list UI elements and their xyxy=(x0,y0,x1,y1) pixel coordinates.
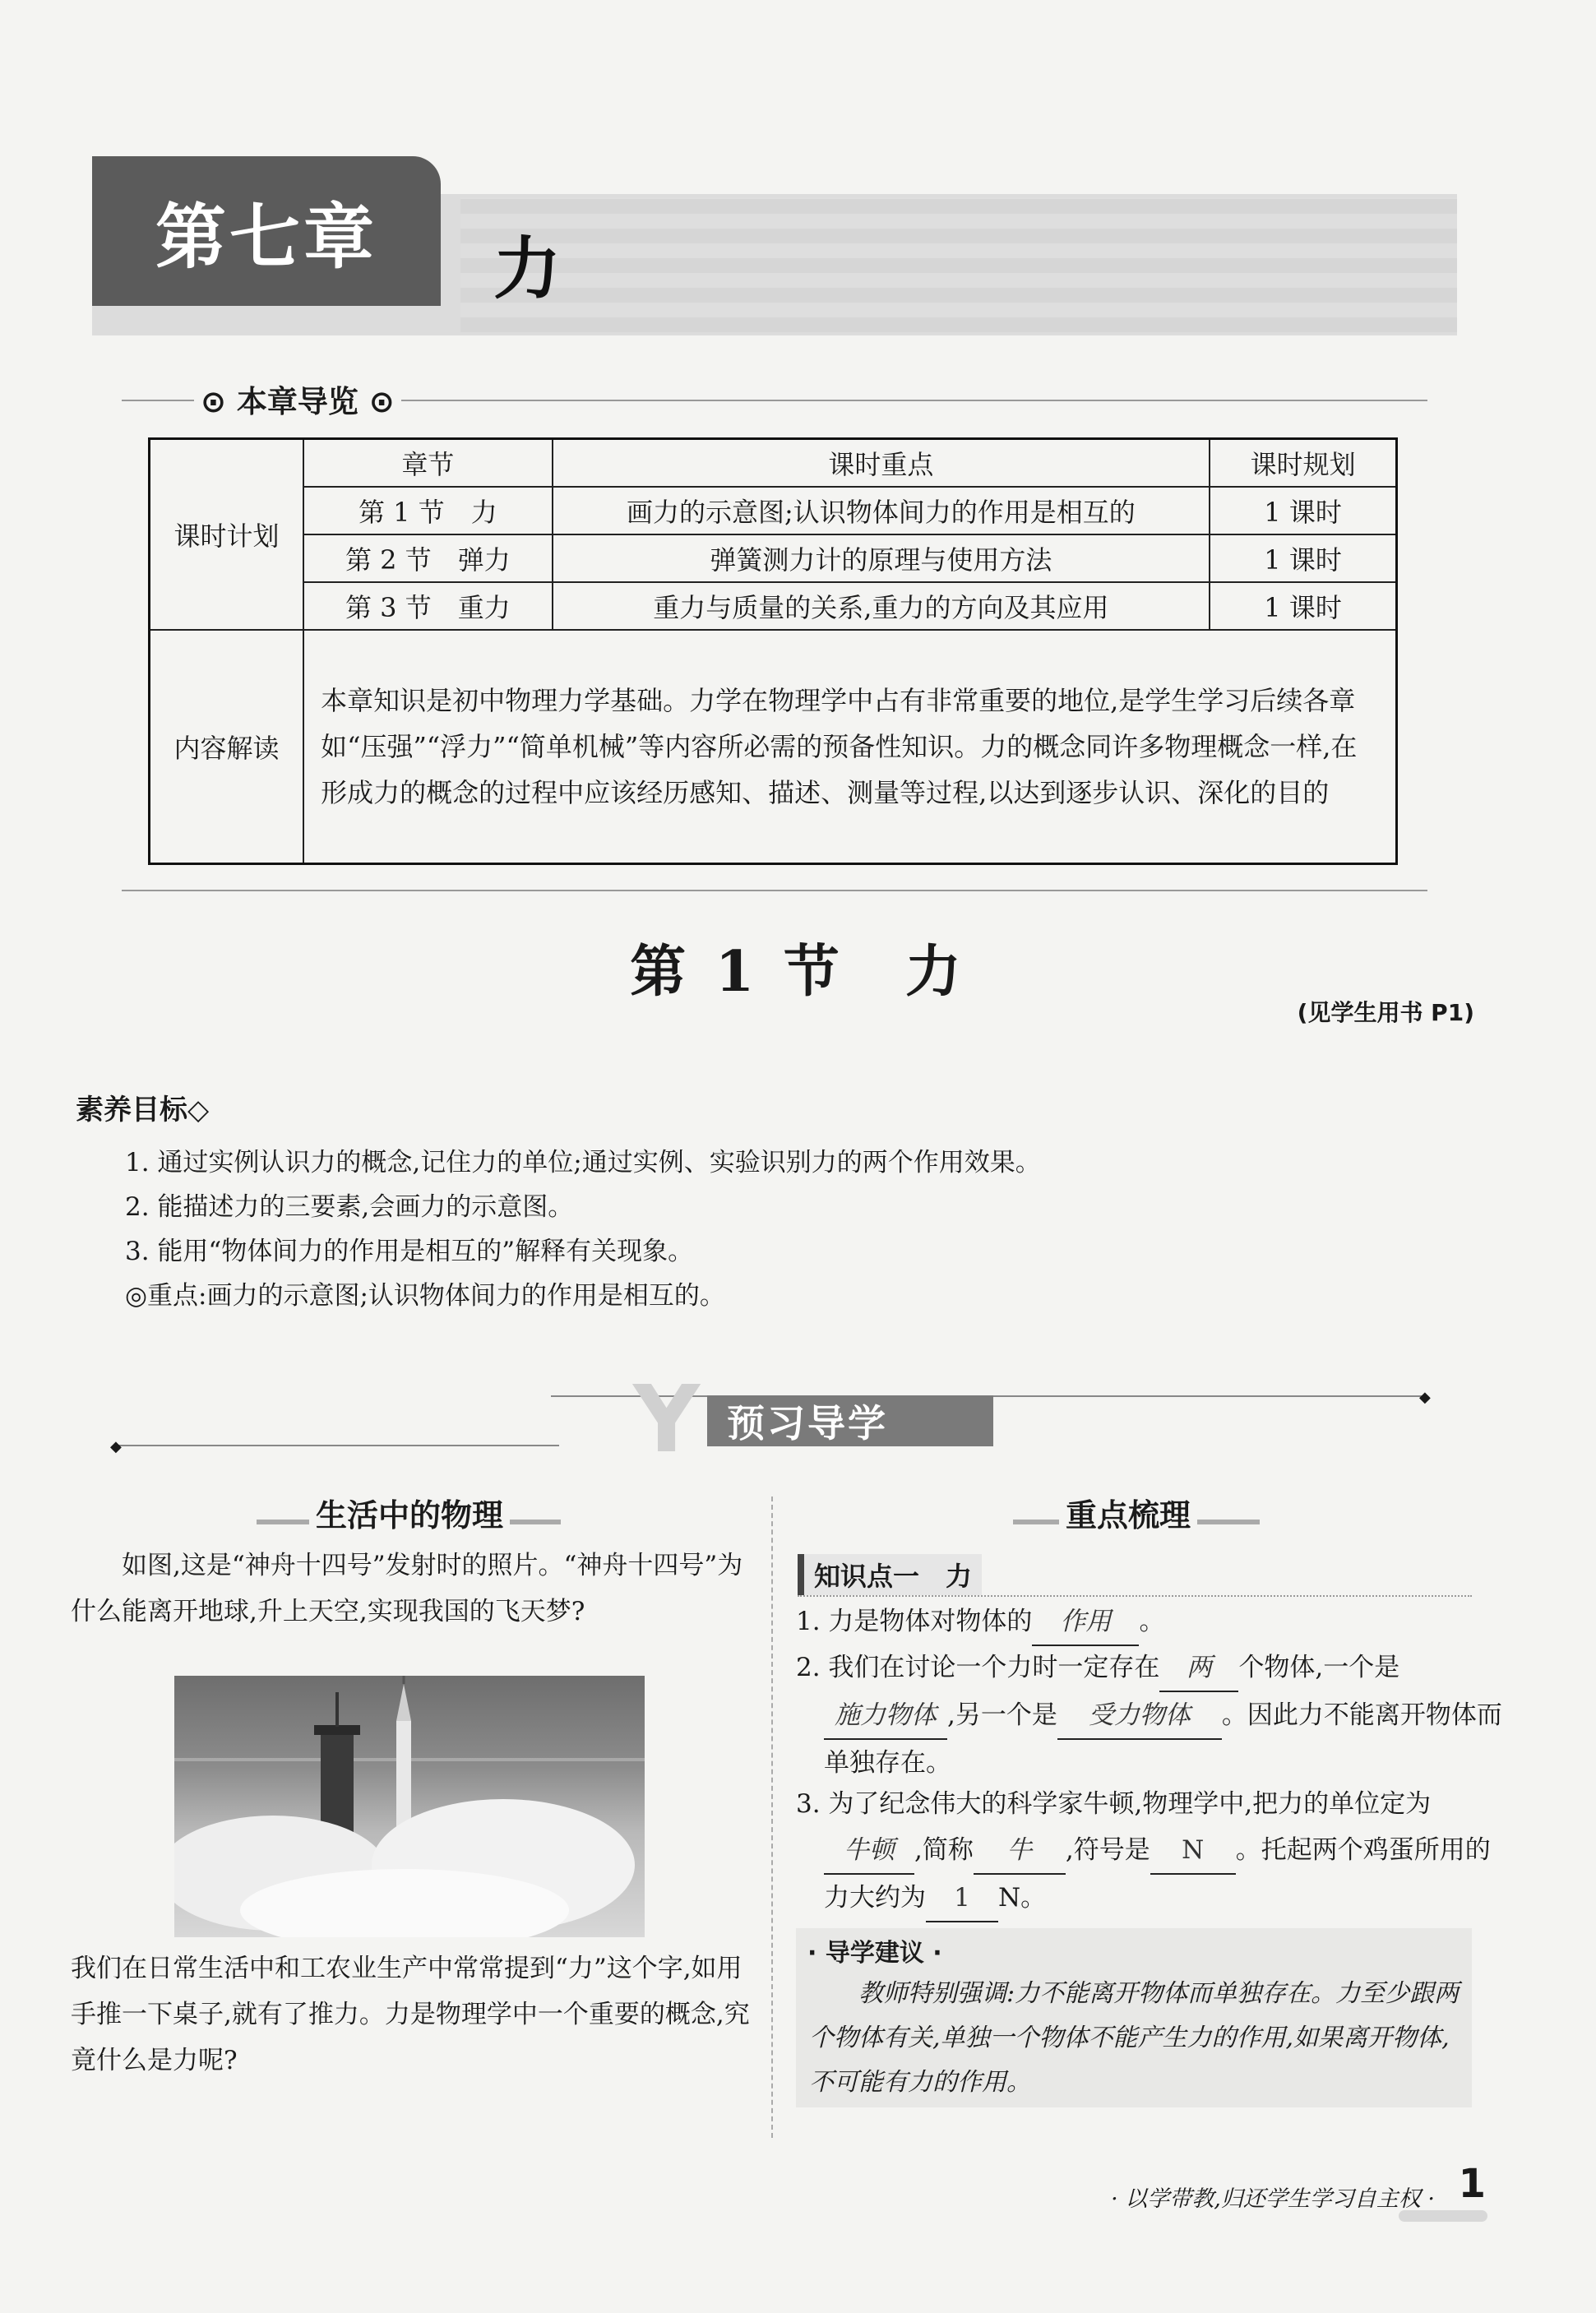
answer-blank[interactable]: 施力物体 xyxy=(824,1692,947,1740)
row-focus: 画力的示意图;认识物体间力的作用是相互的 xyxy=(553,487,1210,534)
page-number: 1 xyxy=(1458,2161,1486,2207)
plan-label: 课时计划 xyxy=(150,439,304,631)
answer-blank[interactable]: 牛顿 xyxy=(824,1827,914,1875)
life-intro: 如图,这是“神舟十四号”发射时的照片。“神舟十四号”为什么能离开地球,升上天空,实现我国的飞天梦? xyxy=(71,1551,743,1626)
table-row xyxy=(150,439,1397,488)
column-divider xyxy=(771,1497,773,2138)
row-hours: 1 课时 xyxy=(1210,487,1396,534)
knowledge-point-header xyxy=(798,1554,982,1595)
goal-key: ◎重点:画力的示意图;认识物体间力的作用是相互的。 xyxy=(125,1281,725,1311)
life-body: 我们在日常生活中和工农业生产中常常提到“力”这个字,如用手推一下桌子,就有了推力。力是物理学中一个重要的概念,究竟什么是力呢? xyxy=(71,1954,750,2075)
key-points-heading: 重点梳理 xyxy=(1059,1490,1197,1535)
section-title: 第 1 节 力 xyxy=(630,939,966,1005)
row-hours: 1 课时 xyxy=(1210,534,1396,582)
goal-item: 2. 能描述力的三要素,会画力的示意图。 xyxy=(125,1192,574,1222)
row-focus: 重力与质量的关系,重力的方向及其应用 xyxy=(553,582,1210,630)
diamond-icon: ◆ xyxy=(1419,1389,1431,1406)
preview-rule-left xyxy=(115,1445,559,1446)
row-section: 第 1 节 力 xyxy=(303,487,553,534)
knowledge-point-label: 知识点一 xyxy=(814,1561,920,1592)
knowledge-item-3: 3. 为了纪念伟大的科学家牛顿,物理学中,把力的单位定为牛顿 ,简称 牛 ,符号是 N 。托起两个鸡蛋所用的力大约为 1 N。 xyxy=(796,1781,1503,1922)
section-ref: (见学生用书 P1) xyxy=(1297,999,1474,1026)
chapter-label: 第七章 xyxy=(92,156,441,306)
answer-blank[interactable]: N xyxy=(1150,1827,1236,1875)
overview-table xyxy=(148,437,1398,865)
suggestion-heading: · 导学建议 · xyxy=(807,1939,942,1968)
knowledge-item-2: 2. 我们在讨论一个力时一定存在 两 个物体,一个是施力物体 ,另一个是 受力物体 。因此力不能离开物体而单独存在。 xyxy=(796,1645,1503,1786)
answer-blank[interactable]: 受力物体 xyxy=(1057,1692,1222,1740)
knowledge-item-1: 1. 力是物体对物体的 作用 。 xyxy=(796,1598,1475,1646)
row-hours: 1 课时 xyxy=(1210,582,1396,630)
content-text: 本章知识是初中物理力学基础。力学在物理学中占有非常重要的地位,是学生学习后续各章如“压强”“浮力”“简单机械”等内容所必需的预备性知识。力的概念同许多物理概念一样,在形成力的概念的过程中应该经历感知、描述、测量等过程,以达到逐步认识、深化的目的 xyxy=(303,630,1396,864)
answer-blank[interactable]: 1 xyxy=(926,1875,998,1922)
knowledge-point-title: 力 xyxy=(946,1561,973,1592)
chapter-title: 力 xyxy=(493,230,562,308)
diamond-icon: ◆ xyxy=(110,1438,122,1455)
preview-letter: Y xyxy=(633,1367,701,1473)
table-row xyxy=(150,630,1397,864)
table-row xyxy=(150,582,1397,630)
answer-blank[interactable]: 作用 xyxy=(1032,1598,1139,1646)
rocket-launch-illustration xyxy=(174,1676,645,1937)
content-label: 内容解读 xyxy=(150,630,304,864)
rocket-launch-photo xyxy=(174,1676,645,1937)
header-focus: 课时重点 xyxy=(553,439,1210,488)
suggestion-text: 教师特别强调:力不能离开物体而单独存在。力至少跟两个物体有关,单独一个物体不能产生力的作用,如果离开物体,不可能有力的作用。 xyxy=(809,1979,1460,2097)
answer-blank[interactable]: 牛 xyxy=(974,1827,1066,1875)
header-hours: 课时规划 xyxy=(1210,439,1396,488)
row-section: 第 3 节 重力 xyxy=(303,582,553,630)
preview-title: 预习导学 xyxy=(707,1395,993,1446)
goal-item: 3. 能用“物体间力的作用是相互的”解释有关现象。 xyxy=(125,1237,694,1266)
answer-blank[interactable]: 两 xyxy=(1159,1645,1238,1692)
overview-label: ⊙ 本章导览 ⊙ xyxy=(194,377,401,421)
knowledge-rule xyxy=(798,1595,1472,1597)
row-section: 第 2 节 弹力 xyxy=(303,534,553,582)
goal-item: 1. 通过实例认识力的概念,记住力的单位;通过实例、实验识别力的两个作用效果。 xyxy=(125,1148,1041,1177)
table-row xyxy=(150,487,1397,534)
life-physics-heading: 生活中的物理 xyxy=(309,1490,510,1535)
overview-frame-bottom xyxy=(122,890,1427,891)
header-section: 章节 xyxy=(303,439,553,488)
footer-slogan: · 以学带教,归还学生学习自主权 · xyxy=(1111,2186,1435,2212)
row-focus: 弹簧测力计的原理与使用方法 xyxy=(553,534,1210,582)
goals-heading: 素养目标◇ xyxy=(76,1094,210,1126)
table-row xyxy=(150,534,1397,582)
chapter-band-texture xyxy=(460,197,1457,332)
